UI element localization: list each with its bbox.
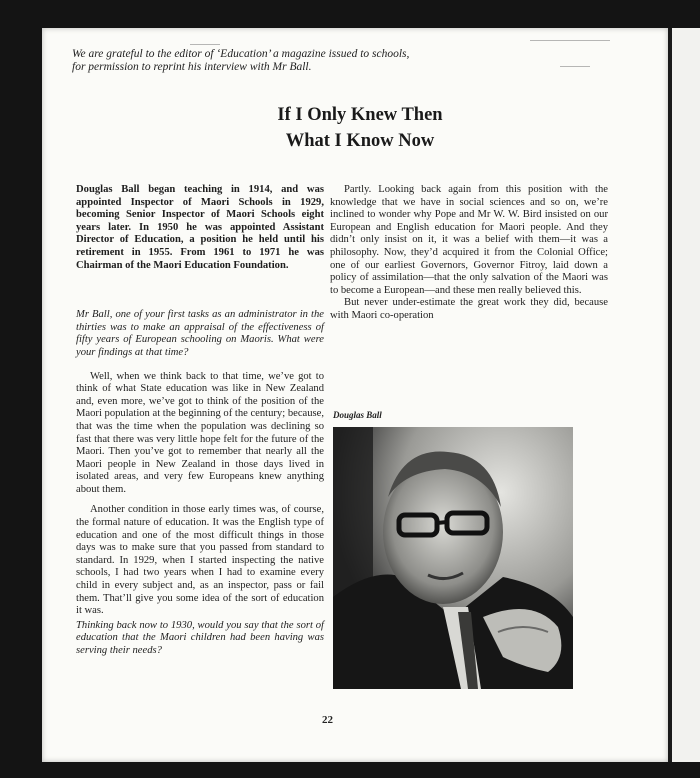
- question-2-start: [76, 620, 324, 658]
- page-number: 22: [322, 714, 333, 726]
- adjacent-page-edge: [672, 28, 700, 762]
- answer-2b: But never under-estimate the great work they did, because with Maori co-operation: [330, 297, 608, 321]
- intro-note: We are grateful to the editor of ‘Education’ a magazine issued to schools, for permission to reprint his interview with Mr Ball.: [72, 48, 410, 73]
- question-2-text: Thinking back now to 1930, would you say that the sort of education that the Maori children had been having was serving their needs?: [76, 619, 324, 656]
- lead-paragraph: Douglas Ball began teaching in 1914, and was appointed Inspector of Maori Schools in 1929, becoming Senior Inspector of Maori Schools eight years later. In 1950 he was appointed Assistant Director of Education, a position he held until his retirement in 1955. From 1961 to 1971 he was Chairman of the Maori Education Foundation.: [76, 184, 324, 271]
- scan-speck: [190, 44, 220, 45]
- title-line-1: If I Only Knew Then: [277, 105, 443, 125]
- left-column: [76, 184, 324, 669]
- title-line-2: What I Know Now: [285, 131, 435, 151]
- scan-speck: [560, 66, 590, 67]
- question-1: Mr Ball, one of your first tasks as an administrator in the thirties was to make an appraisal of the effectiveness of fifty years of European schooling on Maoris. What were your findings at that time?: [76, 309, 324, 358]
- answer-1b: Another condition in those early times was, of course, the formal nature of education. It was the English type of education and one of the most difficult things in those days was to make sure that you passed from standard to standard. In 1929, when I started inspecting the native schools, I had two years when I had to examine every child in every subject and, as an inspector, pass or fail them. That’ll give you some idea of the sort of education it was.: [76, 504, 324, 617]
- right-column: [330, 184, 608, 323]
- answer-2a: Partly. Looking back again from this position with the knowledge that we have in social sciences and so on, we’re inclined to wonder why Pope and Mr W. W. Bird insisted on our European and English education for Maori people. And they didn’t only insist on it, it was a belief with them—it was a philosophy. Now, they’d acquired it from the Colonial Office; one of our earliest Governors, Governor Fitroy, laid down a policy of assimilation—that the only salvation of the Maori was to become a European—and these men really believed this.: [330, 184, 608, 296]
- article-title: [180, 102, 540, 154]
- answer-1a: Well, when we think back to that time, we’ve got to think of what State education was like in New Zealand and, even more, we’ve got to think of the position of the Maori population at the beginning of the century; because, that was the time when the population was declining so fast that there was very little hope felt for the future of the Maori. Then you’ve got to remember that nearly all the Maori people in New Zealand in those days lived in isolated areas, and very few Europeans knew anything about them.: [76, 370, 324, 495]
- portrait-photo: [333, 427, 573, 689]
- photo-caption: Douglas Ball: [333, 410, 382, 420]
- portrait-illustration: [333, 427, 573, 689]
- scan-speck: [530, 40, 610, 41]
